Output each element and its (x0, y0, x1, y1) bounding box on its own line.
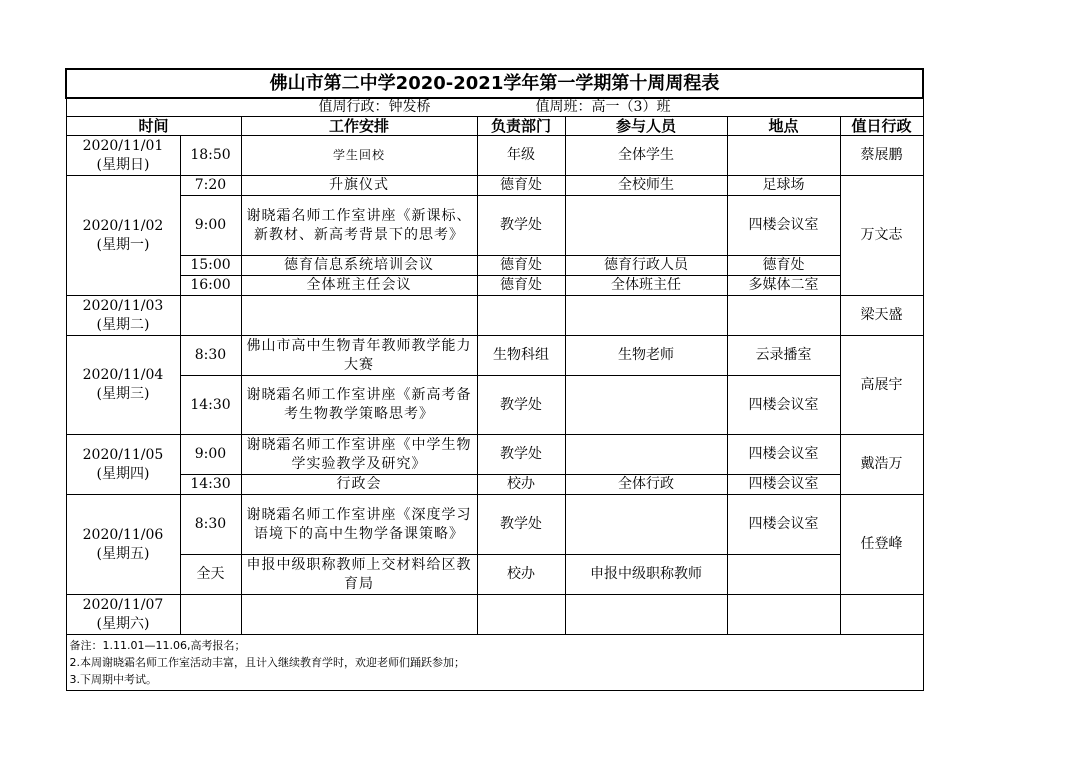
people-cell: 申报中级职称教师 (565, 555, 727, 595)
task-cell: 升旗仪式 (241, 176, 477, 196)
task-cell: 申报中级职称教师上交材料给区教育局 (241, 555, 477, 595)
task-cell: 全体班主任会议 (241, 276, 477, 296)
time-cell: 8:30 (180, 336, 241, 376)
place-cell: 四楼会议室 (727, 435, 840, 475)
duty-admin-label: 值周行政：钟发桥 (318, 99, 431, 115)
day-weekday: (星期三) (96, 386, 150, 402)
table-row (66, 136, 923, 176)
time-cell: 8:30 (180, 495, 241, 555)
day-date-cell (66, 435, 180, 495)
duty-cell: 蔡展鹏 (840, 136, 923, 176)
task-cell (241, 296, 477, 336)
time-cell: 15:00 (180, 256, 241, 276)
table-row (66, 276, 923, 296)
place-cell: 四楼会议室 (727, 376, 840, 435)
task-cell: 谢晓霜名师工作室讲座《中学生物学实验教学及研究》 (241, 435, 477, 475)
page-title: 佛山市第二中学2020-2021学年第一学期第十周周程表 (66, 69, 923, 98)
note-line: 3.下周期中考试。 (69, 673, 157, 686)
header-duty: 值日行政 (840, 117, 923, 136)
day-date: 2020/11/02 (82, 217, 164, 234)
table-row (66, 376, 923, 435)
place-cell: 云录播室 (727, 336, 840, 376)
header-people: 参与人员 (565, 117, 727, 136)
place-cell (727, 296, 840, 336)
duty-info (66, 98, 923, 117)
duty-cell: 万文志 (840, 176, 923, 296)
dept-cell: 教学处 (477, 196, 565, 256)
place-cell: 德育处 (727, 256, 840, 276)
place-cell: 足球场 (727, 176, 840, 196)
day-date-cell (66, 495, 180, 595)
duty-cell: 任登峰 (840, 495, 923, 595)
place-cell: 四楼会议室 (727, 475, 840, 495)
duty-cell: 梁天盛 (840, 296, 923, 336)
table-row (66, 256, 923, 276)
header-dept: 负责部门 (477, 117, 565, 136)
people-cell: 生物老师 (565, 336, 727, 376)
header-time: 时间 (66, 117, 241, 136)
dept-cell: 教学处 (477, 376, 565, 435)
header-row (66, 117, 923, 136)
table-row (66, 595, 923, 635)
people-cell: 全体行政 (565, 475, 727, 495)
day-date-cell (66, 296, 180, 336)
day-date: 2020/11/07 (82, 596, 164, 613)
table-row (66, 196, 923, 256)
people-cell (565, 435, 727, 475)
duty-class-label: 值周班：高一（3）班 (535, 99, 671, 115)
task-cell: 行政会 (241, 475, 477, 495)
people-cell (565, 495, 727, 555)
duty-cell: 戴浩万 (840, 435, 923, 495)
day-weekday: (星期一) (96, 236, 150, 253)
notes-cell (66, 635, 923, 691)
task-cell: 德育信息系统培训会议 (241, 256, 477, 276)
time-cell: 14:30 (180, 376, 241, 435)
subtitle-row (66, 98, 923, 117)
people-cell (565, 595, 727, 635)
note-line: 备注：1.11.01—11.06,高考报名； (69, 639, 246, 652)
table-row (66, 435, 923, 475)
day-weekday: (星期二) (96, 316, 150, 333)
table-row (66, 336, 923, 376)
dept-cell (477, 595, 565, 635)
title-row (66, 69, 923, 98)
place-cell (727, 595, 840, 635)
dept-cell: 德育处 (477, 276, 565, 296)
day-date: 2020/11/03 (82, 297, 164, 314)
dept-cell: 校办 (477, 475, 565, 495)
task-cell: 谢晓霜名师工作室讲座《新高考备考生物教学策略思考》 (241, 376, 477, 435)
dept-cell: 校办 (477, 555, 565, 595)
people-cell (565, 376, 727, 435)
header-work: 工作安排 (241, 117, 477, 136)
dept-cell: 教学处 (477, 495, 565, 555)
task-cell: 学生回校 (241, 136, 477, 176)
duty-cell (840, 595, 923, 635)
dept-cell: 年级 (477, 136, 565, 176)
day-date: 2020/11/06 (82, 526, 164, 543)
dept-cell: 德育处 (477, 256, 565, 276)
day-date: 2020/11/01 (82, 137, 164, 154)
day-date: 2020/11/05 (82, 446, 164, 463)
place-cell (727, 555, 840, 595)
dept-cell: 教学处 (477, 435, 565, 475)
time-cell: 全天 (180, 555, 241, 595)
people-cell: 全体学生 (565, 136, 727, 176)
people-cell: 德育行政人员 (565, 256, 727, 276)
notes-row (66, 635, 923, 691)
day-weekday: (星期日) (96, 156, 150, 173)
task-cell (241, 595, 477, 635)
time-cell: 16:00 (180, 276, 241, 296)
table-row (66, 176, 923, 196)
time-cell: 9:00 (180, 196, 241, 256)
time-cell: 14:30 (180, 475, 241, 495)
place-cell: 多媒体二室 (727, 276, 840, 296)
time-cell: 9:00 (180, 435, 241, 475)
place-cell: 四楼会议室 (727, 196, 840, 256)
people-cell (565, 296, 727, 336)
people-cell: 全校师生 (565, 176, 727, 196)
note-line: 2.本周谢晓霜名师工作室活动丰富，且计入继续教育学时，欢迎老师们踊跃参加； (69, 656, 465, 669)
day-date-cell (66, 336, 180, 435)
weekly-schedule-table (65, 68, 924, 691)
task-cell: 佛山市高中生物青年教师教学能力大赛 (241, 336, 477, 376)
day-weekday: (星期五) (96, 545, 150, 562)
time-cell: 18:50 (180, 136, 241, 176)
duty-cell: 高展宇 (840, 336, 923, 435)
place-cell: 四楼会议室 (727, 495, 840, 555)
task-cell: 谢晓霜名师工作室讲座《新课标、新教材、新高考背景下的思考》 (241, 196, 477, 256)
day-date-cell (66, 176, 180, 296)
task-cell: 谢晓霜名师工作室讲座《深度学习语境下的高中生物学备课策略》 (241, 495, 477, 555)
header-place: 地点 (727, 117, 840, 136)
day-weekday: (星期六) (96, 615, 150, 632)
people-cell (565, 196, 727, 256)
day-date-cell (66, 136, 180, 176)
day-date-cell (66, 595, 180, 635)
time-cell (180, 296, 241, 336)
dept-cell: 德育处 (477, 176, 565, 196)
day-date: 2020/11/04 (82, 367, 164, 383)
table-row (66, 475, 923, 495)
day-weekday: (星期四) (96, 465, 150, 482)
table-row (66, 495, 923, 555)
dept-cell: 生物科组 (477, 336, 565, 376)
dept-cell (477, 296, 565, 336)
table-row (66, 296, 923, 336)
table-row (66, 555, 923, 595)
people-cell: 全体班主任 (565, 276, 727, 296)
time-cell: 7:20 (180, 176, 241, 196)
time-cell (180, 595, 241, 635)
place-cell (727, 136, 840, 176)
